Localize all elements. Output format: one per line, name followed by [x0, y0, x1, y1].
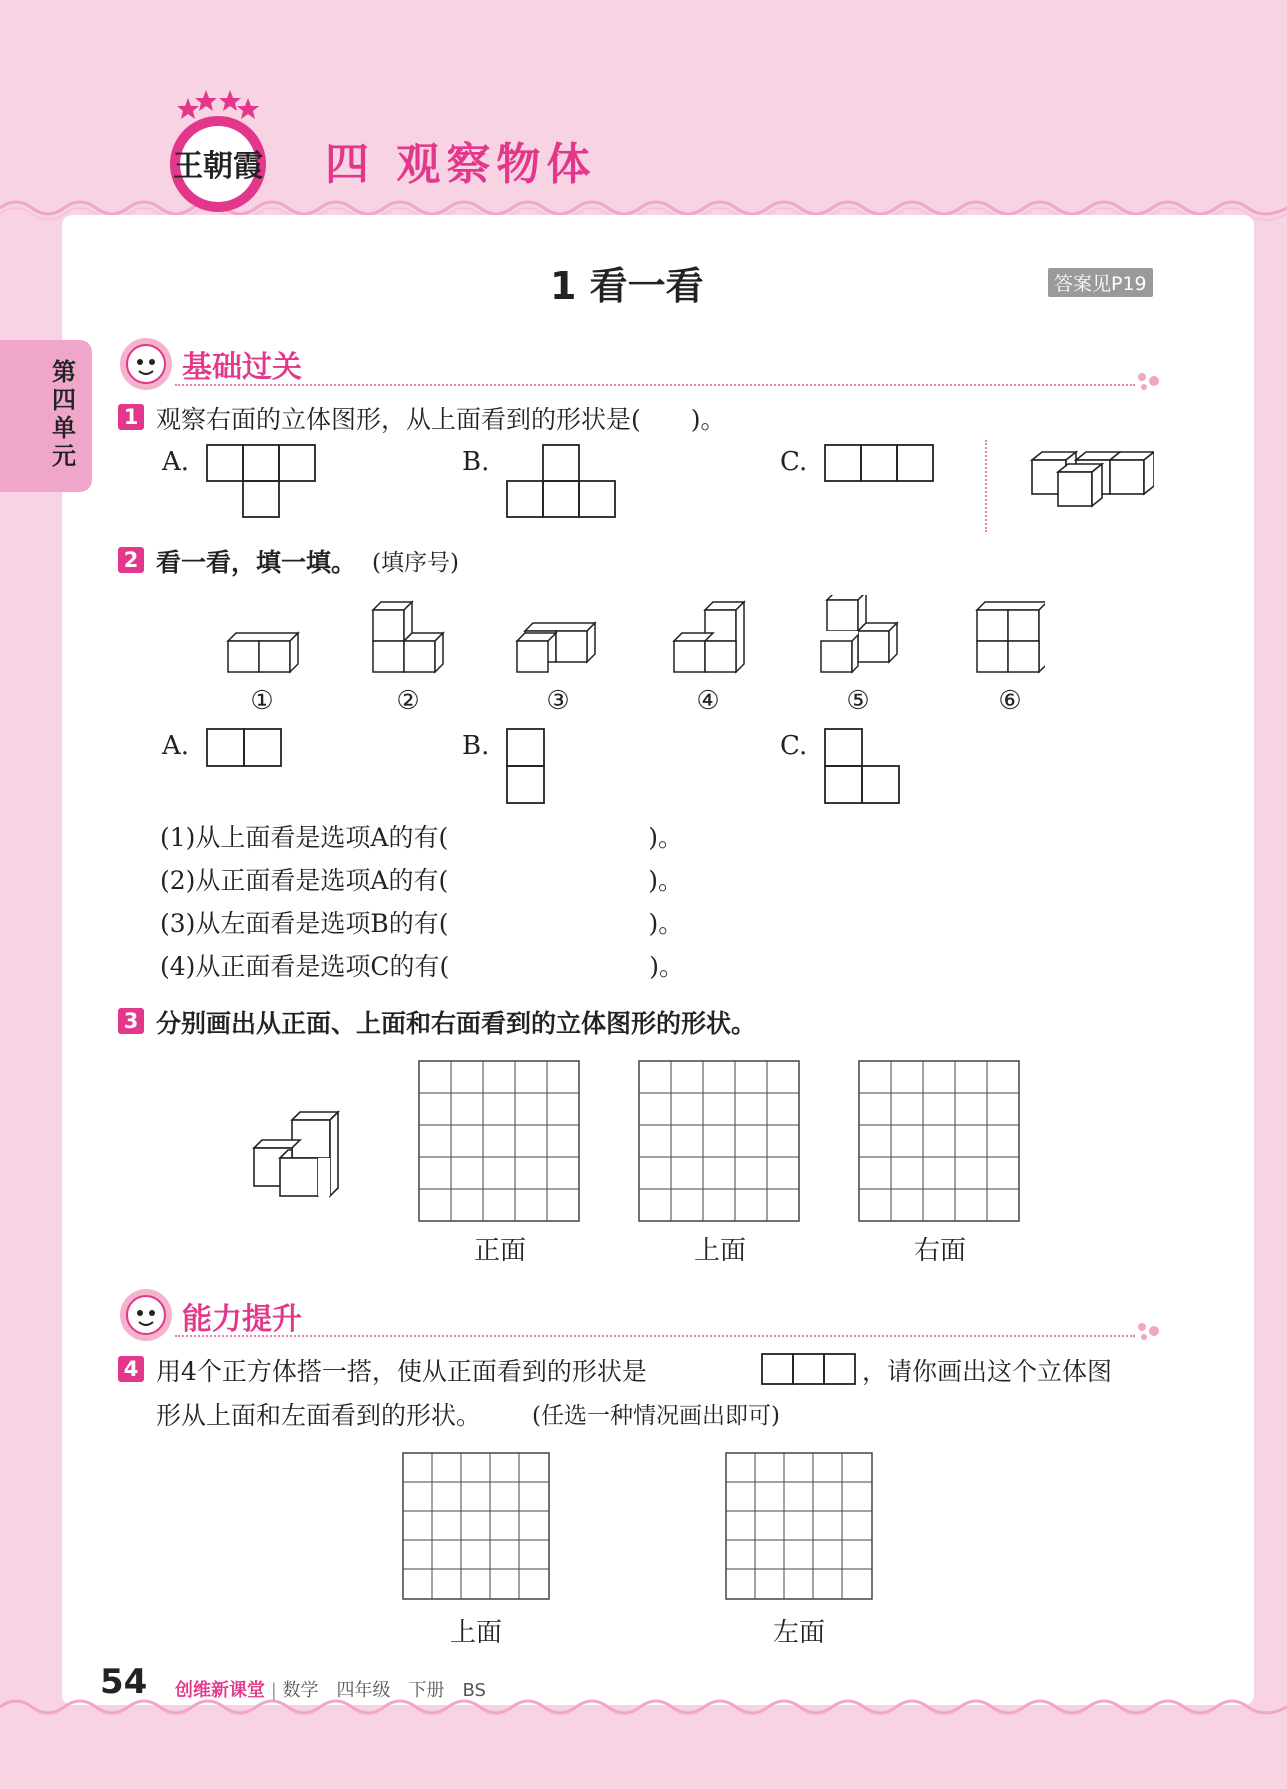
q3-grid-top[interactable]	[638, 1060, 803, 1224]
q2-figure-label: ③	[546, 686, 570, 716]
unit-title: 四 观察物体	[325, 139, 597, 190]
footer-subject: 数学 四年级 下册 BS	[282, 1680, 486, 1701]
q4-grid-top[interactable]	[402, 1452, 552, 1602]
q2-option-b-shape	[505, 727, 547, 807]
q2-option-c: C.	[780, 731, 808, 761]
page-number: 54	[100, 1662, 148, 1702]
question-number: 4	[118, 1356, 144, 1382]
q1-option-a-shape	[205, 443, 317, 521]
answer-reference-badge[interactable]: 答案见P19	[1048, 268, 1153, 297]
q2-item-4[interactable]: (4)从正面看是选项C的有( )。	[160, 952, 685, 981]
section-title-advanced: 能力提升	[182, 1302, 302, 1337]
section-divider	[175, 1335, 1135, 1337]
q2-figure-label: ④	[696, 686, 720, 716]
q3-text: 分别画出从正面、上面和右面看到的立体图形的形状。	[156, 1009, 757, 1038]
q3-grid-label: 正面	[473, 1236, 526, 1266]
q4-grid-left[interactable]	[725, 1452, 875, 1602]
question-number: 1	[118, 404, 144, 430]
section-title-basic: 基础过关	[182, 350, 302, 385]
q1-text: 观察右面的立体图形，从上面看到的形状是( )。	[156, 405, 726, 434]
q1-option-c-shape	[823, 443, 935, 485]
q4-text-before: 用4个正方体搭一搭，使从正面看到的形状是	[156, 1357, 647, 1386]
mascot-icon	[118, 336, 174, 392]
svg-text:王朝霞: 王朝霞	[173, 149, 263, 184]
question-number: 3	[118, 1008, 144, 1034]
q2-item-2[interactable]: (2)从正面看是选项A的有( )。	[160, 866, 683, 895]
q2-text: 看一看，填一填。	[156, 548, 357, 577]
q3-grid-label: 右面	[913, 1236, 966, 1266]
q2-option-a: A.	[162, 731, 190, 761]
q4-text-line2: 形从上面和左面看到的形状。	[156, 1401, 482, 1430]
q2-figure-label: ⑥	[998, 686, 1022, 716]
q1-divider	[985, 440, 987, 532]
q1-option-b[interactable]: B.	[462, 447, 490, 477]
q1-option-c[interactable]: C.	[780, 447, 808, 477]
q1-option-b-shape	[505, 443, 617, 521]
q2-figure-label: ②	[396, 686, 420, 716]
q2-option-b: B.	[462, 731, 490, 761]
q4-grid-label: 上面	[449, 1618, 502, 1648]
decor-dots-icon	[1136, 1320, 1162, 1342]
q2-figure-label: ⑤	[846, 686, 870, 716]
q3-solid-figure	[252, 1110, 342, 1210]
mascot-icon	[118, 1287, 174, 1343]
q4-text-after: ，请你画出这个立体图	[862, 1357, 1113, 1386]
q3-grid-right[interactable]	[858, 1060, 1023, 1224]
q2-option-c-shape	[823, 727, 903, 807]
question-number: 2	[118, 547, 144, 573]
q1-option-a[interactable]: A.	[162, 447, 190, 477]
brand-logo	[158, 84, 278, 214]
side-tab-label: 第四单元	[52, 358, 76, 470]
q2-note: (填序号)	[372, 550, 459, 576]
q2-solid-figures	[225, 595, 1045, 685]
section-divider	[175, 384, 1135, 386]
q3-grid-label: 上面	[693, 1236, 746, 1266]
q2-item-1[interactable]: (1)从上面看是选项A的有( )。	[160, 823, 683, 852]
q4-note: (任选一种情况画出即可)	[532, 1403, 780, 1429]
q1-solid-figure	[1030, 448, 1154, 508]
q2-figure-label: ①	[250, 686, 274, 716]
footer-series: 创维新课堂	[175, 1680, 265, 1701]
decor-dots-icon	[1136, 370, 1162, 392]
q4-grid-label: 左面	[772, 1618, 825, 1648]
footer-info: 创维新课堂 | 数学 四年级 下册 BS	[175, 1680, 486, 1701]
q2-option-a-shape	[205, 727, 285, 769]
q3-grid-front[interactable]	[418, 1060, 583, 1224]
q2-item-3[interactable]: (3)从左面看是选项B的有( )。	[160, 909, 684, 938]
lesson-title: 1 看一看	[550, 264, 704, 308]
q4-front-view-shape	[760, 1352, 858, 1386]
